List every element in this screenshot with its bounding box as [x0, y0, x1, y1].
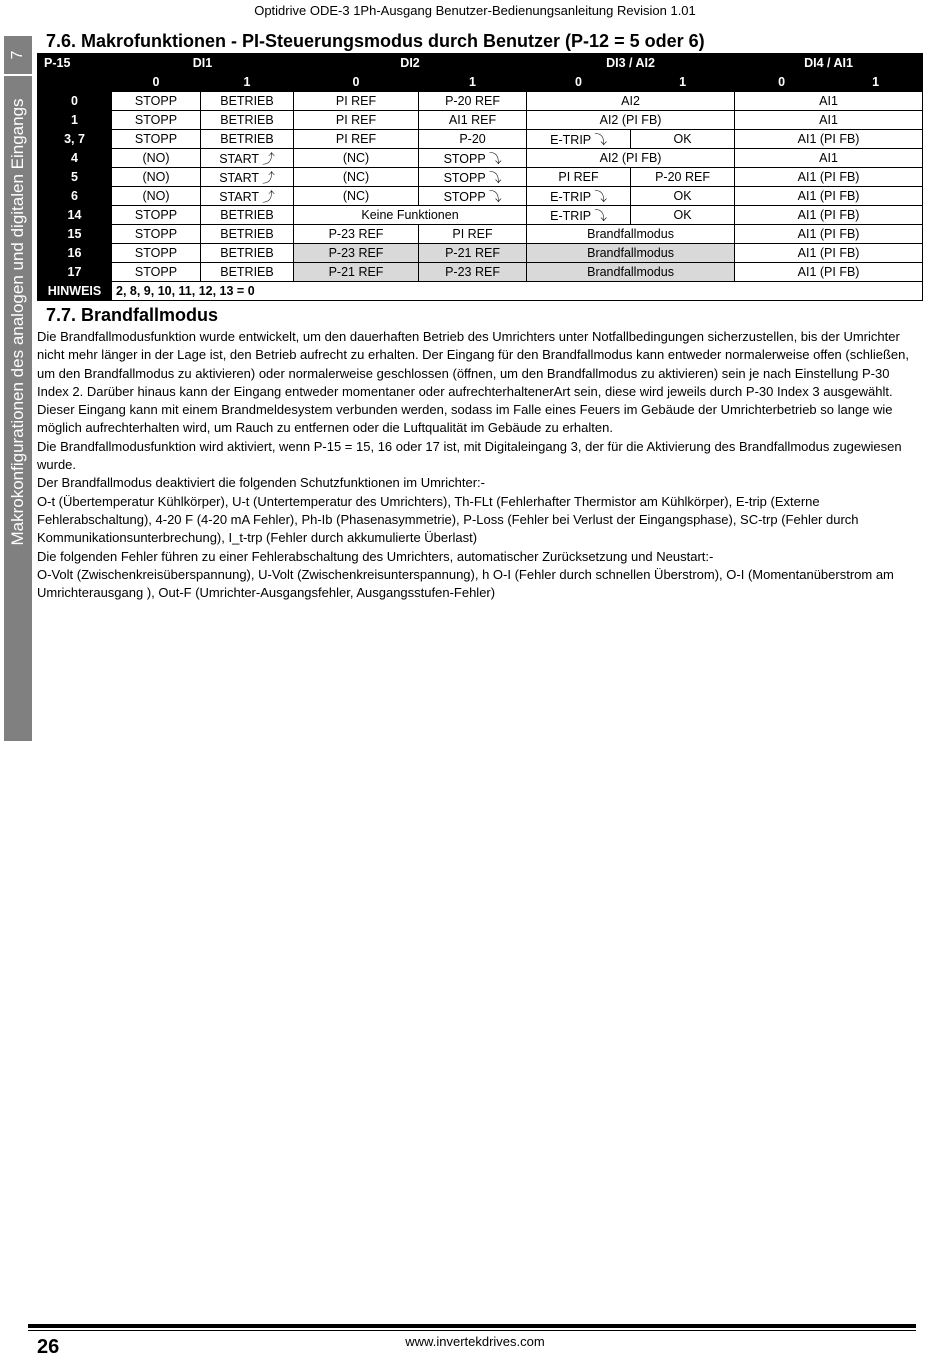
table-cell: AI1 (PI FB) [735, 187, 923, 206]
table-cell: PI REF [419, 225, 527, 244]
row-p15: 4 [38, 149, 112, 168]
table-cell-highlighted: Brandfallmodus [527, 263, 735, 282]
table-row [38, 206, 923, 225]
table-cell: PI REF [294, 130, 419, 149]
table-cell: AI2 [527, 92, 735, 111]
table-cell: (NO) [112, 187, 201, 206]
note-label: HINWEIS [38, 282, 112, 301]
table-cell: AI1 (PI FB) [735, 225, 923, 244]
table-cell: (NO) [112, 149, 201, 168]
table-cell: PI REF [527, 168, 631, 187]
document-header: Optidrive ODE-3 1Ph-Ausgang Benutzer-Bedienungsanleitung Revision 1.01 [254, 3, 696, 18]
table-header-row [38, 54, 923, 73]
section-7-7-heading: 7.7. Brandfallmodus [46, 305, 219, 325]
table-cell: STOPP [112, 111, 201, 130]
table-row [38, 225, 923, 244]
row-p15: 15 [38, 225, 112, 244]
table-cell: AI1 (PI FB) [735, 244, 923, 263]
table-cell: OK [631, 187, 735, 206]
table-cell: STOPP ⤵ [419, 149, 527, 168]
table-cell: START ⤴ [201, 168, 294, 187]
table-row [38, 92, 923, 111]
note-value: 2, 8, 9, 10, 11, 12, 13 = 0 [112, 282, 923, 301]
footer-website: www.invertekdrives.com [405, 1334, 545, 1349]
state-blank [38, 73, 112, 92]
table-cell: P-20 REF [419, 92, 527, 111]
table-cell: STOPP [112, 244, 201, 263]
table-row [38, 111, 923, 130]
state-cell: 1 [201, 73, 294, 92]
section-7-6-heading: 7.6. Makrofunktionen - PI-Steuerungsmodus durch Benutzer (P-12 = 5 oder 6) [46, 31, 705, 51]
row-p15: 17 [38, 263, 112, 282]
paragraph: Dieser Eingang kann mit einem Brandmeldesystem verbunden werden, sodass im Falle eines Feuers im Gebäude der Umrichterbetrieb so lange wie möglich aufrechterhalten wird, um Rauch zu entfernen oder die Luftqualität im Gebäude zu erhalten. [37, 402, 893, 436]
paragraph: Die Brandfallmodusfunktion wurde entwickelt, um den dauerhaften Betrieb des Umrichters unter Notfallbedingungen sicherzustellen, bis der Umrichter nicht mehr länger in der Lage ist, den Betrieb aufrecht zu erhalten. Der Eingang für den Brandfallmodus kann entweder normalerweise offen (schließen, um den Brandfallmodus zu aktivieren) oder normalerweise geschlossen (öffnen, um den Brandfallmodus zu aktivieren) sein je nach Einstellung P-30 Index 2. Darüber hinaus kann der Eingang entweder momentaner oder aufrechterhaltenerArt sein, diese wird jeweils durch P-30 Index 3 ausgewählt. [37, 329, 909, 399]
macro-function-table [37, 53, 923, 301]
state-cell: 1 [829, 73, 923, 92]
table-cell: AI2 (PI FB) [527, 111, 735, 130]
paragraph: Die Brandfallmodusfunktion wird aktiviert, wenn P-15 = 15, 16 oder 17 ist, mit Digitaleingang 3, der für die Aktivierung des Brandfallmodus zugewiesen wurde. [37, 438, 902, 473]
state-cell: 0 [735, 73, 829, 92]
table-cell: (NO) [112, 168, 201, 187]
table-cell: AI1 (PI FB) [735, 130, 923, 149]
table-cell: P-23 REF [294, 225, 419, 244]
state-cell: 0 [527, 73, 631, 92]
section-7-7-body [37, 328, 913, 602]
row-p15: 1 [38, 111, 112, 130]
table-cell: Keine Funktionen [294, 206, 527, 225]
table-cell-highlighted: Brandfallmodus [527, 244, 735, 263]
footer-divider-thin [28, 1330, 916, 1331]
table-cell: P-20 [419, 130, 527, 149]
table-cell-highlighted: P-21 REF [419, 244, 527, 263]
table-cell-highlighted: P-21 REF [294, 263, 419, 282]
paragraph: O-t (Übertemperatur Kühlkörper), U-t (Untertemperatur des Umrichters), Th-FLt (Fehlerhafter Thermistor am Kühlkörper), E-trip (Externe Fehlerabschaltung), 4-20 F (4-20 mA Fehler), Ph-Ib (Phasenasymmetrie), P-Loss (Fehler bei Verlust der Eingangsphase), SC-trp (Fehler durch Kommunikationsunterbrechung), I_t-trp (Fehler durch akkumulierte Überlast) [37, 493, 859, 546]
table-cell: STOPP [112, 263, 201, 282]
table-row [38, 149, 923, 168]
paragraph: O-Volt (Zwischenkreisüberspannung), U-Volt (Zwischenkreisunterspannung), h O-I (Fehler durch schnellen Überstrom), O-I (Momentanüberstrom am Umrichterausgang ), Out-F (Umrichter-Ausgangsfehler, Ausgangsstufen-Fehler) [37, 566, 894, 601]
state-cell: 1 [631, 73, 735, 92]
table-cell: AI1 (PI FB) [735, 206, 923, 225]
table-cell: START ⤴ [201, 149, 294, 168]
table-cell: PI REF [294, 92, 419, 111]
table-cell: AI1 [735, 92, 923, 111]
table-cell: BETRIEB [201, 206, 294, 225]
table-cell: BETRIEB [201, 263, 294, 282]
table-cell: STOPP ⤵ [419, 168, 527, 187]
paragraph: Der Brandfallmodus deaktiviert die folgenden Schutzfunktionen im Umrichter:- [37, 475, 485, 491]
header-di4-ai1: DI4 / AI1 [735, 54, 923, 73]
footer-divider [28, 1324, 916, 1328]
table-cell-highlighted: P-23 REF [419, 263, 527, 282]
table-cell: AI1 REF [419, 111, 527, 130]
header-di3-ai2: DI3 / AI2 [527, 54, 735, 73]
table-cell: START ⤴ [201, 187, 294, 206]
row-p15: 5 [38, 168, 112, 187]
table-cell: E-TRIP ⤵ [527, 187, 631, 206]
table-note-row [38, 282, 923, 301]
table-cell: AI1 [735, 149, 923, 168]
page-number: 26 [37, 1336, 60, 1358]
state-cell: 0 [294, 73, 419, 92]
table-cell: PI REF [294, 111, 419, 130]
row-p15: 3, 7 [38, 130, 112, 149]
chapter-number: 7 [4, 36, 32, 76]
table-cell: Brandfallmodus [527, 225, 735, 244]
table-row [38, 187, 923, 206]
table-cell: P-20 REF [631, 168, 735, 187]
table-cell-highlighted: P-23 REF [294, 244, 419, 263]
paragraph: Die folgenden Fehler führen zu einer Fehlerabschaltung des Umrichters, automatischer Zurücksetzung und Neustart:- [37, 548, 714, 564]
chapter-title: Makrokonfigurationen des analogen und digitalen Eingangs [8, 98, 27, 546]
table-row [38, 263, 923, 282]
header-di2: DI2 [294, 54, 527, 73]
state-cell: 1 [419, 73, 527, 92]
table-cell: STOPP [112, 206, 201, 225]
row-p15: 0 [38, 92, 112, 111]
table-cell: BETRIEB [201, 92, 294, 111]
table-cell: E-TRIP ⤵ [527, 130, 631, 149]
row-p15: 16 [38, 244, 112, 263]
table-cell: STOPP [112, 92, 201, 111]
table-cell: E-TRIP ⤵ [527, 206, 631, 225]
table-cell: AI2 (PI FB) [527, 149, 735, 168]
row-p15: 6 [38, 187, 112, 206]
table-cell: OK [631, 130, 735, 149]
table-cell: (NC) [294, 187, 419, 206]
table-cell: STOPP [112, 225, 201, 244]
table-row [38, 168, 923, 187]
state-cell: 0 [112, 73, 201, 92]
table-cell: BETRIEB [201, 244, 294, 263]
table-cell: BETRIEB [201, 130, 294, 149]
table-cell: BETRIEB [201, 111, 294, 130]
table-cell: STOPP ⤵ [419, 187, 527, 206]
table-cell: OK [631, 206, 735, 225]
row-p15: 14 [38, 206, 112, 225]
table-cell: (NC) [294, 149, 419, 168]
header-di1: DI1 [112, 54, 294, 73]
table-state-row [38, 73, 923, 92]
table-row [38, 244, 923, 263]
table-cell: (NC) [294, 168, 419, 187]
table-cell: AI1 (PI FB) [735, 168, 923, 187]
header-p15: P-15 [38, 54, 112, 73]
table-cell: AI1 (PI FB) [735, 263, 923, 282]
table-cell: BETRIEB [201, 225, 294, 244]
table-cell: AI1 [735, 111, 923, 130]
table-cell: STOPP [112, 130, 201, 149]
table-row [38, 130, 923, 149]
